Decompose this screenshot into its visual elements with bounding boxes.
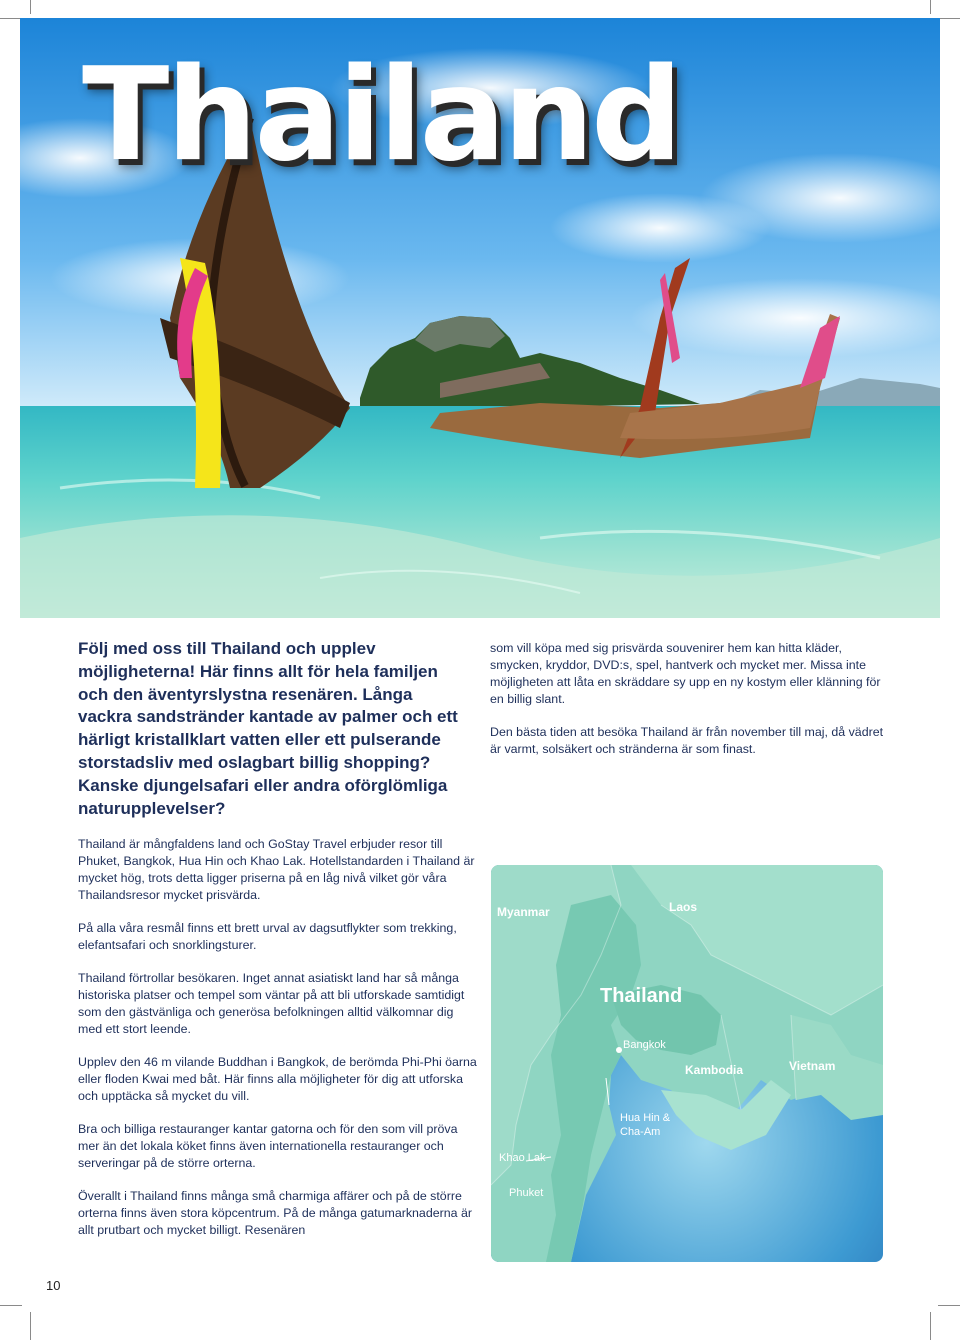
crop-mark: [938, 18, 960, 19]
map-label-thailand: Thailand: [600, 985, 683, 1007]
crop-mark: [930, 1312, 931, 1340]
thailand-map: [491, 865, 883, 1262]
lead-paragraph: Följ med oss till Thailand och upplev möjligheterna! Här finns allt för hela familjen och den äventyrslystna resenären. Långa vackra sandstränder kantade av palmer och ett härligt kristallklart vatten eller ett pulserande storstadsliv med oslagbart billig shopping? Kanske djungelsafari eller andra oförglömliga naturupplevelser?: [78, 639, 458, 818]
body-paragraph: På alla våra resmål finns ett brett urval av dagsutflykter som trekking, elefantsafari och snorklingsturer.: [78, 921, 457, 952]
body-paragraph: Upplev den 46 m vilande Buddhan i Bangkok, de berömda Phi-Phi öarna eller floden Kwai med båt. Här finns alla möjligheter för dig att utforska och upptäcka så mycket du vill.: [78, 1055, 477, 1103]
map-label-bangkok: Bangkok: [623, 1039, 666, 1051]
body-paragraph: som vill köpa med sig prisvärda souvenirer hem kan hitta kläder, smycken, kryddor, DVD:s, spel, hantverk och mycket mer. Missa inte möjligheten att låta en skräddare sy upp en ny kostym eller klänning för en billig slant.: [490, 641, 881, 706]
map-label-phuket: Phuket: [509, 1187, 544, 1199]
body-paragraph: Thailand är mångfaldens land och GoStay Travel erbjuder resor till Phuket, Bangkok, Hua Hin och Khao Lak. Hotellstandarden i Thailand är mycket hög, trots detta ligger priserna på en låg nivå vilket gör våra Thailandsresor mycket prisvärda.: [78, 837, 475, 902]
map-label-vietnam: Vietnam: [789, 1059, 836, 1073]
crop-mark: [938, 1305, 960, 1306]
left-text-column: [78, 836, 478, 1255]
body-paragraph: Thailand förtrollar besökaren. Inget annat asiatiskt land har så många historiska platser och tempel som väntar på att bli utforskade samtidigt som den gästvänliga och generösa befolkningen alltid välkomnar dig med ett stort leende.: [78, 971, 465, 1036]
map-label-khaolak: Khao Lak: [499, 1152, 546, 1164]
crop-mark: [0, 18, 22, 19]
map-label-cambodia: Kambodia: [685, 1063, 744, 1077]
crop-mark: [30, 0, 31, 14]
crop-mark: [0, 1305, 22, 1306]
right-text-column: [490, 640, 886, 774]
body-paragraph: Bra och billiga restauranger kantar gatorna och för den som vill pröva mer än det lokala köket finns även internationella restauranger och serveringar på de större orterna.: [78, 1122, 458, 1170]
map-label-huahin: Hua Hin & Cha-Am: [620, 1112, 671, 1138]
map-label-laos: Laos: [669, 900, 698, 914]
page-number: 10: [46, 1278, 61, 1293]
body-paragraph: Överallt i Thailand finns många små charmiga affärer och på de större orterna finns även stora köpcentrum. På de många gatumarknaderna är allt prutbart och mycket billigt. Resenären: [78, 1189, 472, 1237]
bangkok-marker: [616, 1047, 622, 1053]
crop-mark: [930, 0, 931, 14]
map-label-myanmar: Myanmar: [497, 905, 550, 919]
crop-mark: [30, 1312, 31, 1340]
body-paragraph: Den bästa tiden att besöka Thailand är från november till maj, då vädret är varmt, solsäkert och stränderna är som finast.: [490, 725, 884, 756]
page-title: Thailand: [82, 41, 680, 190]
